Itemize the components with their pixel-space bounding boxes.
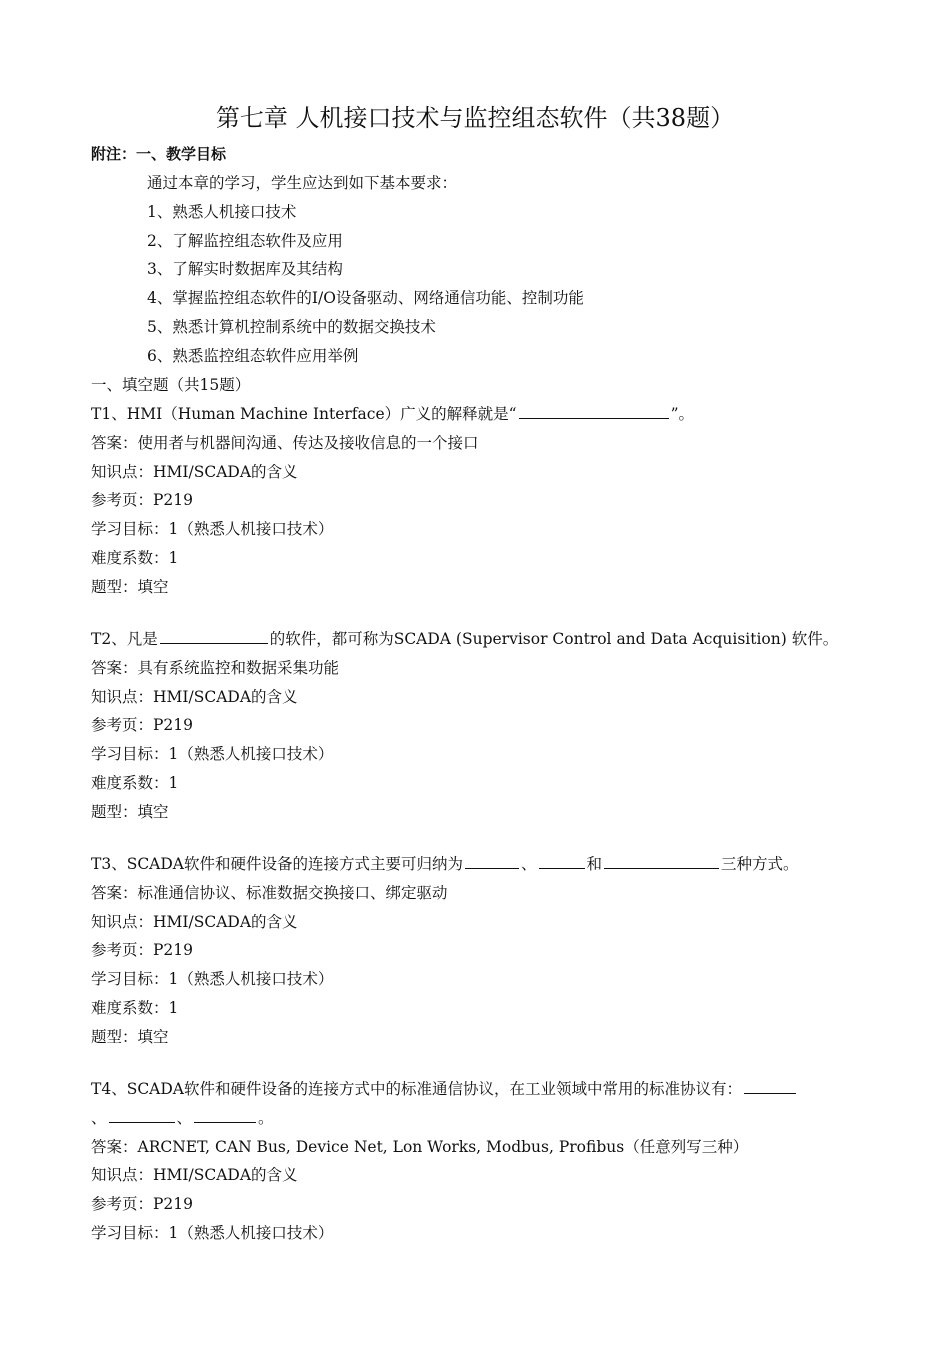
learning-goal: 学习目标：1（熟悉人机接口技术） — [91, 745, 334, 763]
knowledge-point: 知识点：HMI/SCADA的含义 — [91, 688, 298, 706]
note-heading: 附注：一、教学目标 — [91, 145, 227, 163]
knowledge-point: 知识点：HMI/SCADA的含义 — [91, 913, 298, 931]
goal-item: 6、熟悉监控组态软件应用举例 — [147, 347, 359, 365]
reference-page: 参考页：P219 — [91, 1195, 194, 1213]
learning-goal: 学习目标：1（熟悉人机接口技术） — [91, 520, 334, 538]
answer-blank[interactable] — [604, 852, 719, 869]
question-t4: T4、SCADA软件和硬件设备的连接方式中的标准通信协议，在工业领域中常用的标准协议有： — [91, 1075, 798, 1104]
answer: 答案：标准通信协议、标准数据交换接口、绑定驱动 — [91, 884, 448, 902]
knowledge-point: 知识点：HMI/SCADA的含义 — [91, 1166, 298, 1184]
goal-item: 5、熟悉计算机控制系统中的数据交换技术 — [147, 318, 436, 336]
reference-page: 参考页：P219 — [91, 491, 194, 509]
reference-page: 参考页：P219 — [91, 716, 194, 734]
goal-item: 4、掌握监控组态软件的I/O设备驱动、网络通信功能、控制功能 — [147, 289, 584, 307]
answer: 答案：具有系统监控和数据采集功能 — [91, 659, 340, 677]
answer-blank[interactable] — [109, 1106, 175, 1123]
learning-goal: 学习目标：1（熟悉人机接口技术） — [91, 970, 334, 988]
question-t4-continued: 、 、 。 — [91, 1104, 274, 1133]
goal-item: 2、了解监控组态软件及应用 — [147, 232, 343, 250]
question-type: 题型：填空 — [91, 578, 169, 596]
question-t1: T1、HMI（Human Machine Interface）广义的解释就是“ ”。 — [91, 400, 694, 429]
reference-page: 参考页：P219 — [91, 941, 194, 959]
answer-blank[interactable] — [465, 852, 519, 869]
question-type: 题型：填空 — [91, 1028, 169, 1046]
question-t3: T3、SCADA软件和硬件设备的连接方式主要可归纳为 、 和 三种方式。 — [91, 850, 799, 879]
chapter-title: 第七章 人机接口技术与监控组态软件（共38题） — [215, 104, 735, 132]
question-type: 题型：填空 — [91, 803, 169, 821]
goal-item: 1、熟悉人机接口技术 — [147, 203, 297, 221]
answer-blank[interactable] — [539, 852, 585, 869]
goals-intro: 通过本章的学习，学生应达到如下基本要求： — [147, 174, 458, 192]
difficulty: 难度系数：1 — [91, 999, 179, 1017]
answer-blank[interactable] — [194, 1106, 256, 1123]
goal-item: 3、了解实时数据库及其结构 — [147, 260, 343, 278]
question-t2: T2、凡是 的软件，都可称为SCADA (Supervisor Control and Data Acquisition) 软件。 — [91, 625, 838, 654]
difficulty: 难度系数：1 — [91, 774, 179, 792]
answer: 答案：ARCNET, CAN Bus, Device Net, Lon Works, Modbus, Profibus（任意列写三种） — [91, 1138, 749, 1156]
answer-blank[interactable] — [160, 627, 268, 644]
difficulty: 难度系数：1 — [91, 549, 179, 567]
answer: 答案：使用者与机器间沟通、传达及接收信息的一个接口 — [91, 434, 479, 452]
section-heading: 一、填空题（共15题） — [91, 376, 251, 394]
answer-blank[interactable] — [519, 402, 669, 419]
answer-blank[interactable] — [744, 1077, 796, 1094]
learning-goal: 学习目标：1（熟悉人机接口技术） — [91, 1224, 334, 1242]
knowledge-point: 知识点：HMI/SCADA的含义 — [91, 463, 298, 481]
